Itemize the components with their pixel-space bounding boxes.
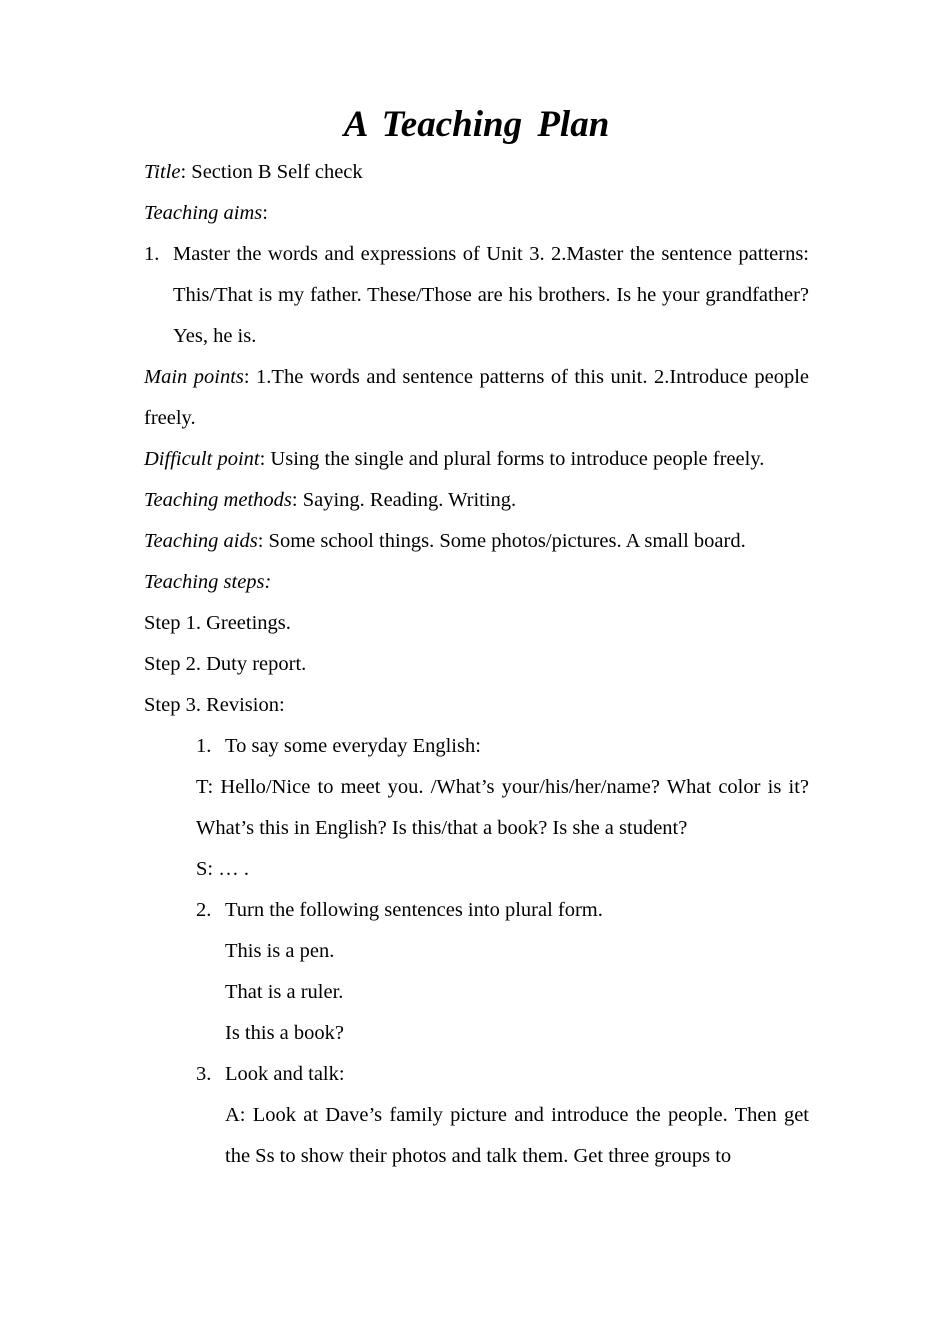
difficult-point-field xyxy=(144,439,809,480)
main-points-label: Main points xyxy=(144,366,244,388)
document-title: A Teaching Plan xyxy=(343,104,610,145)
revision-item-2 xyxy=(144,890,809,931)
title-value: : Section B Self check xyxy=(180,161,363,183)
revision-item-2-number: 2. xyxy=(196,899,212,921)
aims-heading xyxy=(144,193,809,234)
aims-label: Teaching aims xyxy=(144,202,263,224)
aims-item-number: 1. xyxy=(144,243,160,265)
difficult-point-label: Difficult point xyxy=(144,448,260,470)
aids-value: : Some school things. Some photos/pictures. A small board. xyxy=(257,530,746,552)
revision-item-1-number: 1. xyxy=(196,735,212,757)
steps-heading xyxy=(144,562,809,603)
revision-item-3-text: Look and talk: xyxy=(225,1063,345,1085)
revision-student-line: S: … . xyxy=(196,858,249,880)
step-2: Step 2. Duty report. xyxy=(144,653,307,675)
revision-item-1 xyxy=(144,726,809,767)
step-3: Step 3. Revision: xyxy=(144,694,285,716)
step-1: Step 1. Greetings. xyxy=(144,612,291,634)
aids-label: Teaching aids xyxy=(144,530,258,552)
revision-item-3-activity: A: Look at Dave’s family picture and introduce the people. Then get the Ss to show their photos and talk them. Get three groups to xyxy=(225,1104,809,1167)
difficult-point-value: : Using the single and plural forms to introduce people freely. xyxy=(259,448,765,470)
teaching-plan-document xyxy=(144,98,809,1177)
methods-field xyxy=(144,480,809,521)
aims-item-text: Master the words and expressions of Unit 3. 2.Master the sentence patterns: This/That is my father. These/Those are his brothers. Is he your grandfather? Yes, he is. xyxy=(173,243,809,347)
revision-item-3-number: 3. xyxy=(196,1063,212,1085)
aims-list-item xyxy=(144,234,809,357)
title-field xyxy=(144,152,809,193)
methods-label: Teaching methods xyxy=(144,489,292,511)
revision-item-3 xyxy=(144,1054,809,1095)
plural-sentence: This is a pen. xyxy=(225,940,335,962)
revision-teacher-line: T: Hello/Nice to meet you. /What’s your/his/her/name? What color is it? What’s this in English? Is this/that a book? Is she a student? xyxy=(196,776,809,839)
main-points-field xyxy=(144,357,809,439)
aids-field xyxy=(144,521,809,562)
title-label: Title xyxy=(144,161,181,183)
aims-colon: : xyxy=(262,202,268,224)
steps-label: Teaching steps: xyxy=(144,571,272,593)
plural-sentence: Is this a book? xyxy=(225,1022,344,1044)
methods-value: : Saying. Reading. Writing. xyxy=(291,489,517,511)
revision-item-2-text: Turn the following sentences into plural form. xyxy=(225,899,603,921)
revision-item-1-text: To say some everyday English: xyxy=(225,735,481,757)
main-points-value: : 1.The words and sentence patterns of this unit. 2.Introduce people freely. xyxy=(144,366,809,429)
plural-sentence: That is a ruler. xyxy=(225,981,344,1003)
